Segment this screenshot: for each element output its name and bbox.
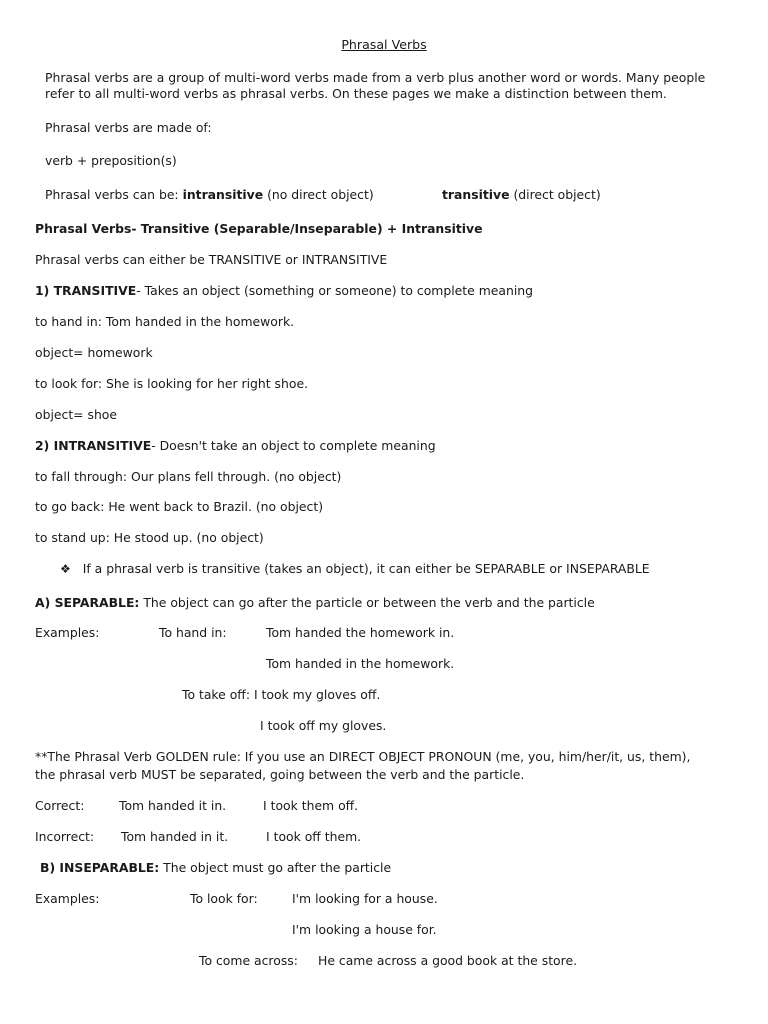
inseparable-desc: The object must go after the particle — [163, 860, 392, 875]
separable-example-1a: Tom handed the homework in. — [266, 625, 455, 640]
correct-example-1: Tom handed it in. — [119, 798, 227, 813]
separable-example-1b: Tom handed in the homework. — [266, 656, 455, 671]
intransitive-example-1: to fall through: Our plans fell through. (no object) — [35, 469, 342, 484]
bullet-text: If a phrasal verb is transitive (takes an object), it can either be SEPARABLE or INSEPARABLE — [82, 561, 650, 576]
bullet-item — [60, 561, 650, 577]
inseparable-examples-label: Examples: — [35, 891, 100, 906]
separable-verb-2-line: To take off: I took my gloves off. — [182, 687, 381, 702]
inseparable-heading — [40, 860, 391, 876]
transitive-example-1: to hand in: Tom handed in the homework. — [35, 314, 295, 329]
inseparable-label: B) INSEPARABLE: — [40, 860, 160, 875]
section-heading — [35, 221, 483, 237]
separable-examples-label: Examples: — [35, 625, 100, 640]
intransitive-desc: (no direct object) — [267, 187, 374, 202]
transitive-heading — [35, 283, 533, 299]
transitive-object-2: object= shoe — [35, 407, 118, 422]
correct-label: Correct: — [35, 798, 85, 813]
separable-verb-1: To hand in: — [159, 625, 227, 640]
transitive-example-2: to look for: She is looking for her right shoe. — [35, 376, 309, 391]
golden-rule-line-2: the phrasal verb MUST be separated, going between the verb and the particle. — [35, 767, 525, 782]
either-line: Phrasal verbs can either be TRANSITIVE or INTRANSITIVE — [35, 252, 388, 267]
inseparable-verb-1: To look for: — [190, 891, 258, 906]
incorrect-label: Incorrect: — [35, 829, 95, 844]
intro-line-1: Phrasal verbs are a group of multi-word verbs made from a verb plus another word or words. Many people — [45, 70, 706, 85]
inseparable-example-1b: I'm looking a house for. — [292, 922, 437, 937]
intro-line-2: refer to all multi-word verbs as phrasal verbs. On these pages we make a distinction between them. — [45, 86, 667, 101]
intransitive-example-2: to go back: He went back to Brazil. (no object) — [35, 499, 324, 514]
intransitive-desc-line: - Doesn't take an object to complete meaning — [151, 438, 436, 453]
diamond-bullet-icon: ❖ — [60, 562, 71, 576]
transitive-desc-line: - Takes an object (something or someone) to complete meaning — [136, 283, 534, 298]
separable-desc: The object can go after the particle or between the verb and the particle — [143, 595, 595, 610]
transitive-desc: (direct object) — [513, 187, 601, 202]
separable-label: A) SEPARABLE: — [35, 595, 140, 610]
made-of-line: Phrasal verbs are made of: — [45, 120, 212, 135]
inseparable-example-2: He came across a good book at the store. — [318, 953, 578, 968]
formula-line: verb + preposition(s) — [45, 153, 177, 168]
section-heading-text: Phrasal Verbs- Transitive (Separable/Inseparable) + Intransitive — [35, 221, 483, 236]
golden-rule-line-1: **The Phrasal Verb GOLDEN rule: If you use an DIRECT OBJECT PRONOUN (me, you, him/her/it, us, them), — [35, 749, 691, 764]
intransitive-term: intransitive — [182, 187, 264, 202]
inseparable-verb-2: To come across: — [199, 953, 298, 968]
transitive-label: 1) TRANSITIVE — [35, 283, 137, 298]
correct-example-2: I took them off. — [263, 798, 359, 813]
page-title: Phrasal Verbs — [341, 37, 427, 52]
intransitive-heading — [35, 438, 436, 454]
incorrect-example-1: Tom handed in it. — [121, 829, 229, 844]
transitive-definition — [442, 187, 601, 203]
can-be-line — [45, 187, 374, 203]
can-be-label: Phrasal verbs can be: — [45, 187, 179, 202]
intransitive-example-3: to stand up: He stood up. (no object) — [35, 530, 264, 545]
transitive-object-1: object= homework — [35, 345, 153, 360]
transitive-term: transitive — [442, 187, 510, 202]
separable-example-2b: I took off my gloves. — [260, 718, 387, 733]
incorrect-example-2: I took off them. — [266, 829, 362, 844]
separable-heading — [35, 595, 595, 611]
intransitive-label: 2) INTRANSITIVE — [35, 438, 152, 453]
inseparable-example-1a: I'm looking for a house. — [292, 891, 438, 906]
